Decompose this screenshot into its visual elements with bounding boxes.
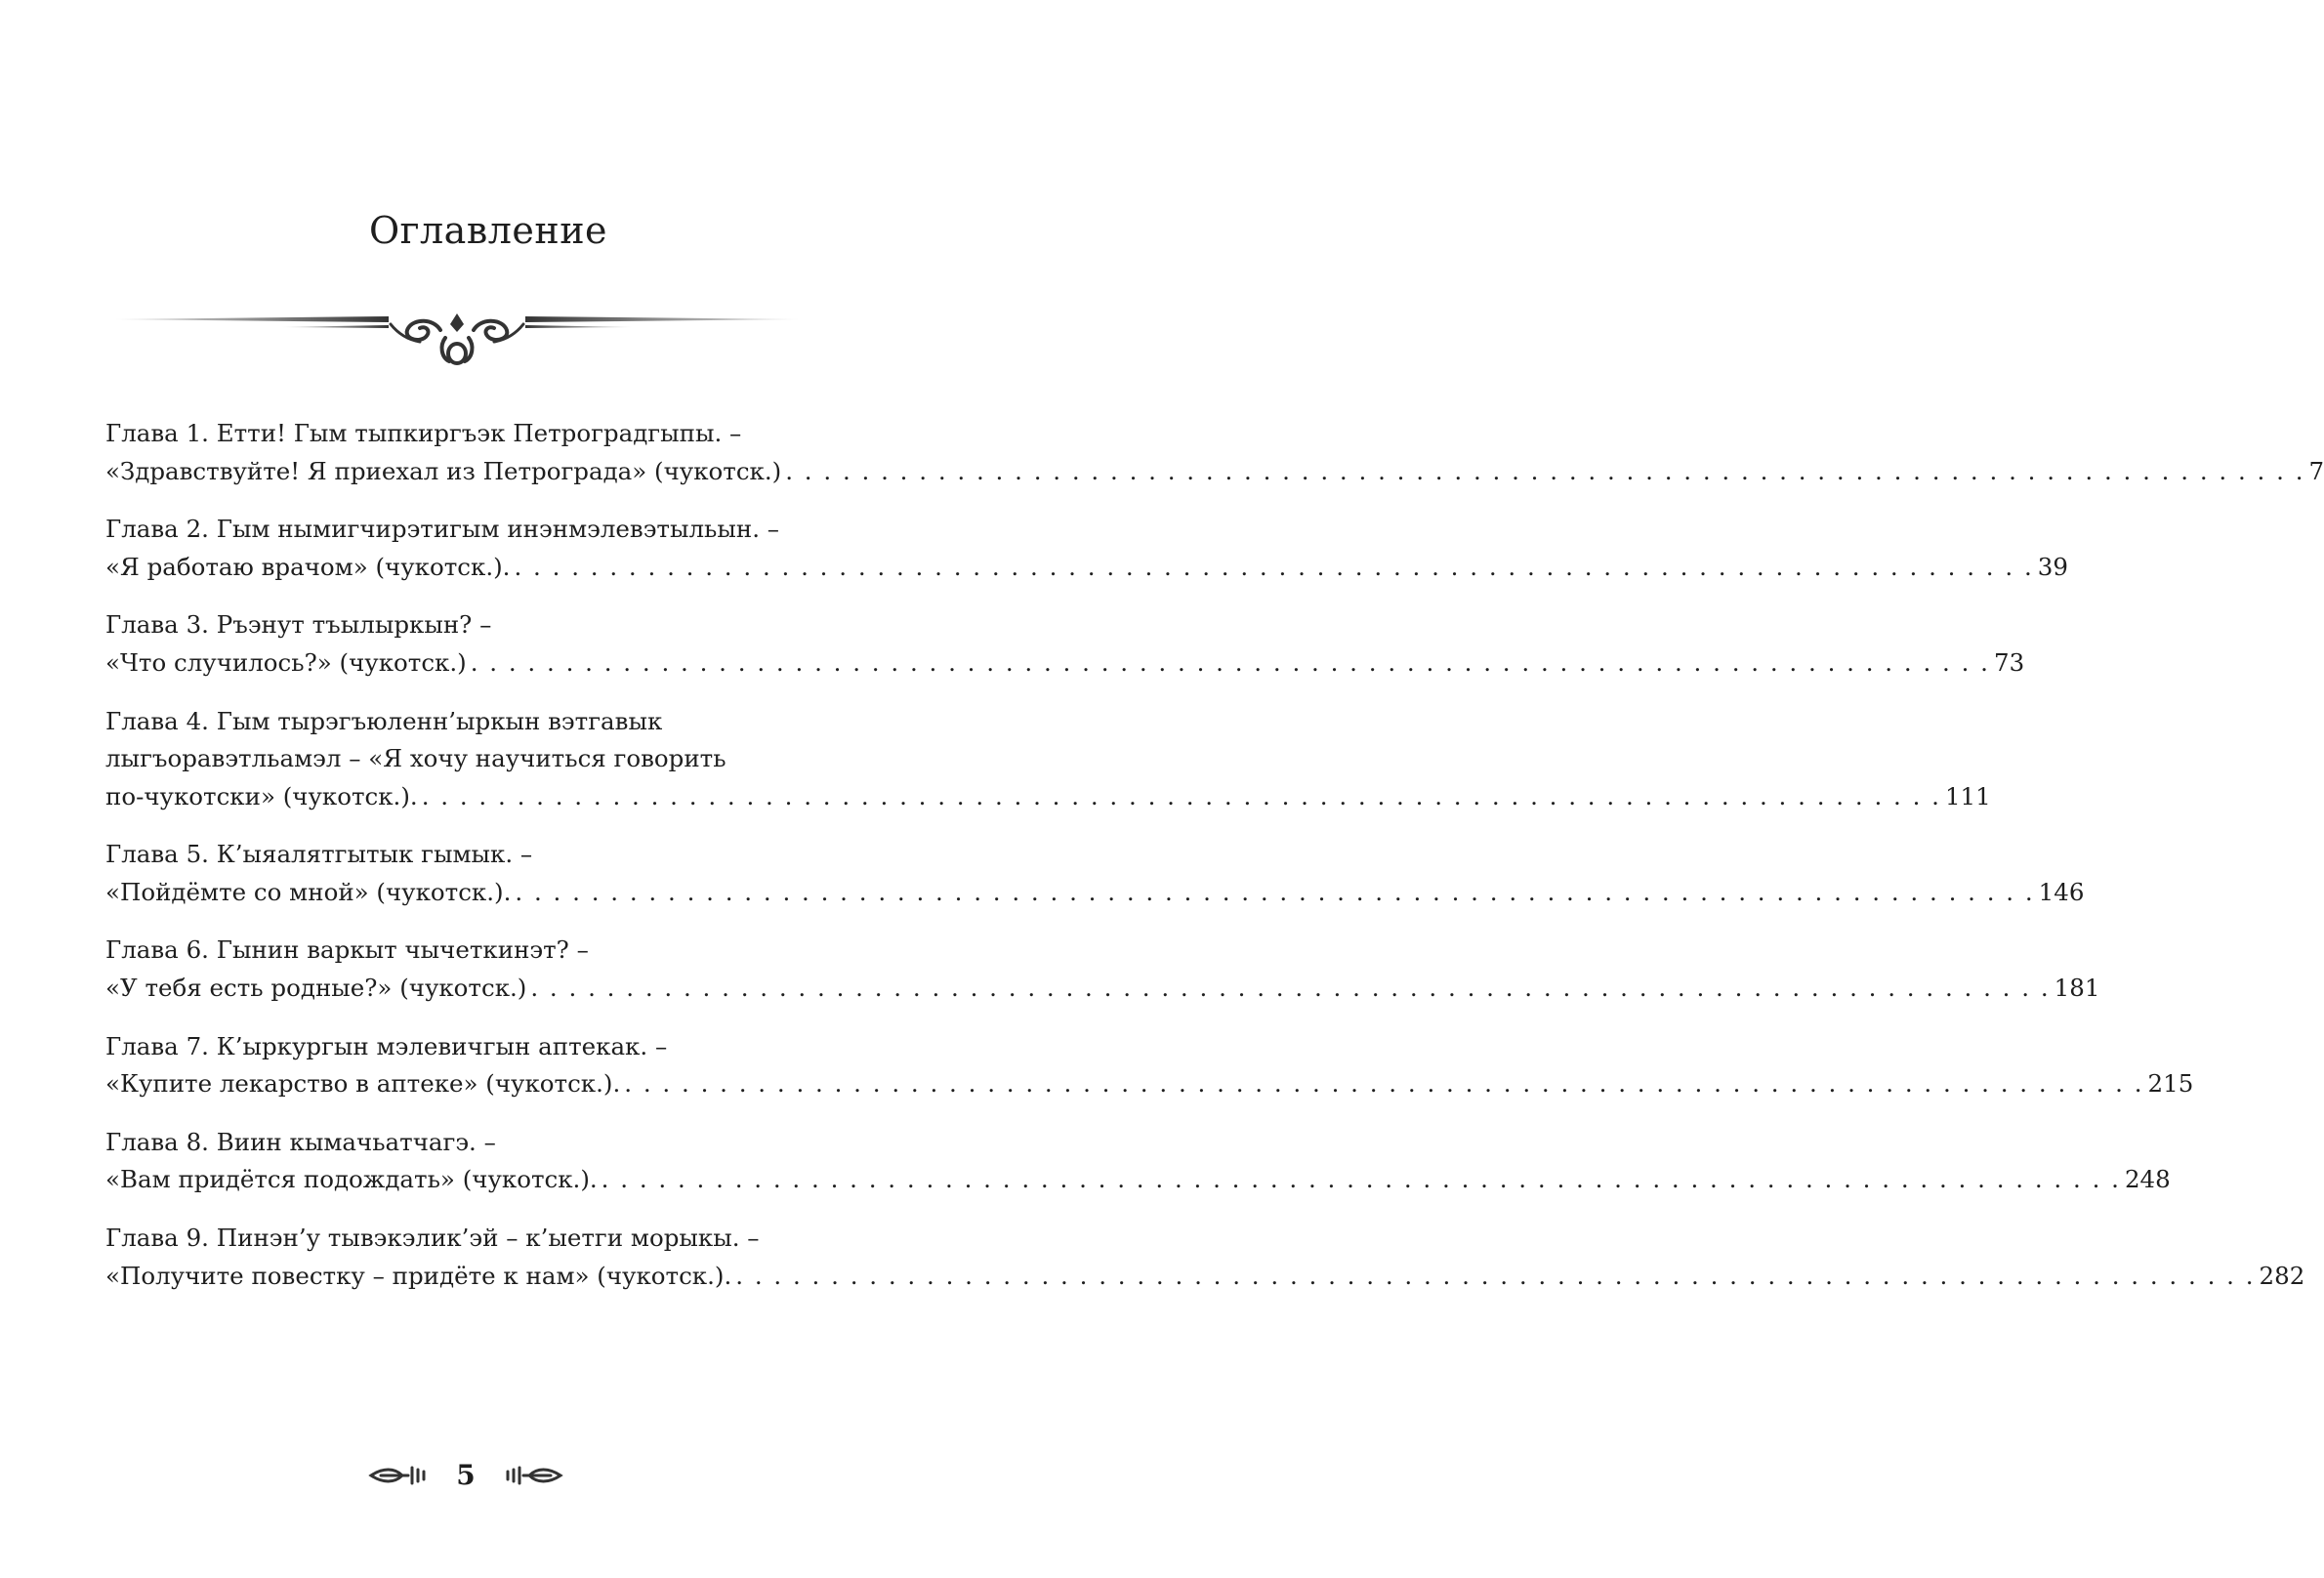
toc-entry-line: Глава 8. Виин кымачьатчагэ. – [105,1127,496,1156]
toc-entry-line: Глава 5. К’ыяалятгытык гымык. – [105,840,533,869]
toc-entry-subtitle: по-чукотски» (чукотск.). [105,781,418,810]
table-of-contents [105,415,2324,1315]
toc-page-number: 7 [2308,456,2324,485]
page-title: Оглавление [368,209,608,252]
toc-leader-dots: . . . . . . . . . . . . . . . . . . . . . . . . . . . . . . . . . . . . . . . . . . . . . . . . . . . . . . . . . . . . . . . . . . . . . . . . . . . . . . . . [624,1069,2144,1099]
toc-entry[interactable] [105,703,1991,816]
toc-entry-last-line [105,1258,2305,1296]
toc-page-number: 111 [1944,781,1991,810]
toc-page-number: 215 [2147,1069,2194,1099]
toc-entry-line: лыгъоравэтльамэл – «Я хочу научиться говорить [105,744,726,773]
toc-entry-last-line [105,778,1991,816]
toc-entry-line: Глава 6. Гынин варкыт чычеткинэт? – [105,935,589,965]
footer-right-flourish-icon [496,1462,562,1489]
toc-page-number: 73 [1993,647,2025,677]
toc-entry-last-line [105,644,2025,683]
toc-leader-dots: . . . . . . . . . . . . . . . . . . . . . . . . . . . . . . . . . . . . . . . . . . . . . . . . . . . . . . . . . . . . . . . . . . . . . . . . . . . . . . . . [421,781,1941,810]
toc-entry[interactable] [105,1124,2171,1199]
toc-entry[interactable] [105,415,2324,490]
toc-page-number: 39 [2037,552,2068,581]
title-divider-ornament [115,309,799,377]
toc-leader-dots: . . . . . . . . . . . . . . . . . . . . . . . . . . . . . . . . . . . . . . . . . . . . . . . . . . . . . . . . . . . . . . . . . . . . . . . . . . . . . . . . [514,552,2034,581]
toc-entry-last-line [105,549,2068,587]
toc-entry[interactable] [105,606,2025,682]
toc-entry-line: Глава 4. Гым тырэгъюленн’ыркын вэтгавык [105,706,663,735]
toc-entry-line: Глава 3. Ръэнут тъылыркын? – [105,610,492,640]
toc-entry-last-line [105,1065,2194,1103]
toc-entry-last-line [105,970,2100,1008]
toc-entry-subtitle: «Здравствуйте! Я приехал из Петрограда» (чукотск.) [105,456,782,485]
toc-leader-dots: . . . . . . . . . . . . . . . . . . . . . . . . . . . . . . . . . . . . . . . . . . . . . . . . . . . . . . . . . . . . . . . . . . . . . . . . . . . . . . . . [530,973,2051,1002]
toc-entry-last-line [105,874,2085,912]
toc-entry[interactable] [105,511,2068,586]
toc-entry[interactable] [105,836,2085,911]
toc-entry-line: Глава 1. Етти! Гым тыпкиргъэк Петроградгыпы. – [105,419,742,447]
toc-entry-subtitle: «Пойдёмте со мной» (чукотск.). [105,877,512,906]
toc-entry-subtitle: «У тебя есть родные?» (чукотск.) [105,973,527,1002]
toc-entry-line: Глава 9. Пинэн’у тывэкэлик’эй – к’ыетги морыкы. – [105,1224,760,1252]
divider-right-rule [525,316,799,322]
toc-page-number: 146 [2038,877,2085,906]
toc-page-number: 282 [2259,1261,2305,1290]
toc-entry-subtitle: «Купите лекарство в аптеке» (чукотск.). [105,1069,621,1099]
toc-entry-last-line [105,453,2324,491]
toc-leader-dots: . . . . . . . . . . . . . . . . . . . . . . . . . . . . . . . . . . . . . . . . . . . . . . . . . . . . . . . . . . . . . . . . . . . . . . . . . . . . . . . . [470,647,1990,677]
page-number: 5 [456,1459,476,1491]
toc-entry[interactable] [105,932,2100,1007]
toc-entry-line: Глава 7. К’ыркургын мэлевичгын аптекак. – [105,1031,668,1060]
toc-entry-subtitle: «Я работаю врачом» (чукотск.). [105,552,511,581]
toc-leader-dots: . . . . . . . . . . . . . . . . . . . . . . . . . . . . . . . . . . . . . . . . . . . . . . . . . . . . . . . . . . . . . . . . . . . . . . . . . . . . . . . . [515,877,2035,906]
toc-leader-dots: . . . . . . . . . . . . . . . . . . . . . . . . . . . . . . . . . . . . . . . . . . . . . . . . . . . . . . . . . . . . . . . . . . . . . . . . . . . . . . . . [735,1261,2256,1290]
toc-page-number: 181 [2054,973,2100,1002]
page-footer [0,1456,976,1495]
toc-page-number: 248 [2124,1165,2171,1194]
footer-left-flourish-icon [369,1462,436,1489]
divider-left-rule [115,316,389,322]
toc-leader-dots: . . . . . . . . . . . . . . . . . . . . . . . . . . . . . . . . . . . . . . . . . . . . . . . . . . . . . . . . . . . . . . . . . . . . . . . . . . . . . . . . [785,456,2305,485]
toc-entry[interactable] [105,1220,2305,1295]
divider-center-flourish [391,313,523,363]
toc-entry-subtitle: «Получите повестку – придёте к нам» (чукотск.). [105,1261,732,1290]
toc-entry[interactable] [105,1028,2194,1103]
toc-entry-subtitle: «Что случилось?» (чукотск.) [105,647,467,677]
toc-entry-subtitle: «Вам придётся подождать» (чукотск.). [105,1165,598,1194]
toc-entry-last-line [105,1161,2171,1199]
toc-entry-line: Глава 2. Гым нымигчирэтигым инэнмэлевэтыльын. – [105,515,780,544]
toc-leader-dots: . . . . . . . . . . . . . . . . . . . . . . . . . . . . . . . . . . . . . . . . . . . . . . . . . . . . . . . . . . . . . . . . . . . . . . . . . . . . . . . . [601,1165,2121,1194]
